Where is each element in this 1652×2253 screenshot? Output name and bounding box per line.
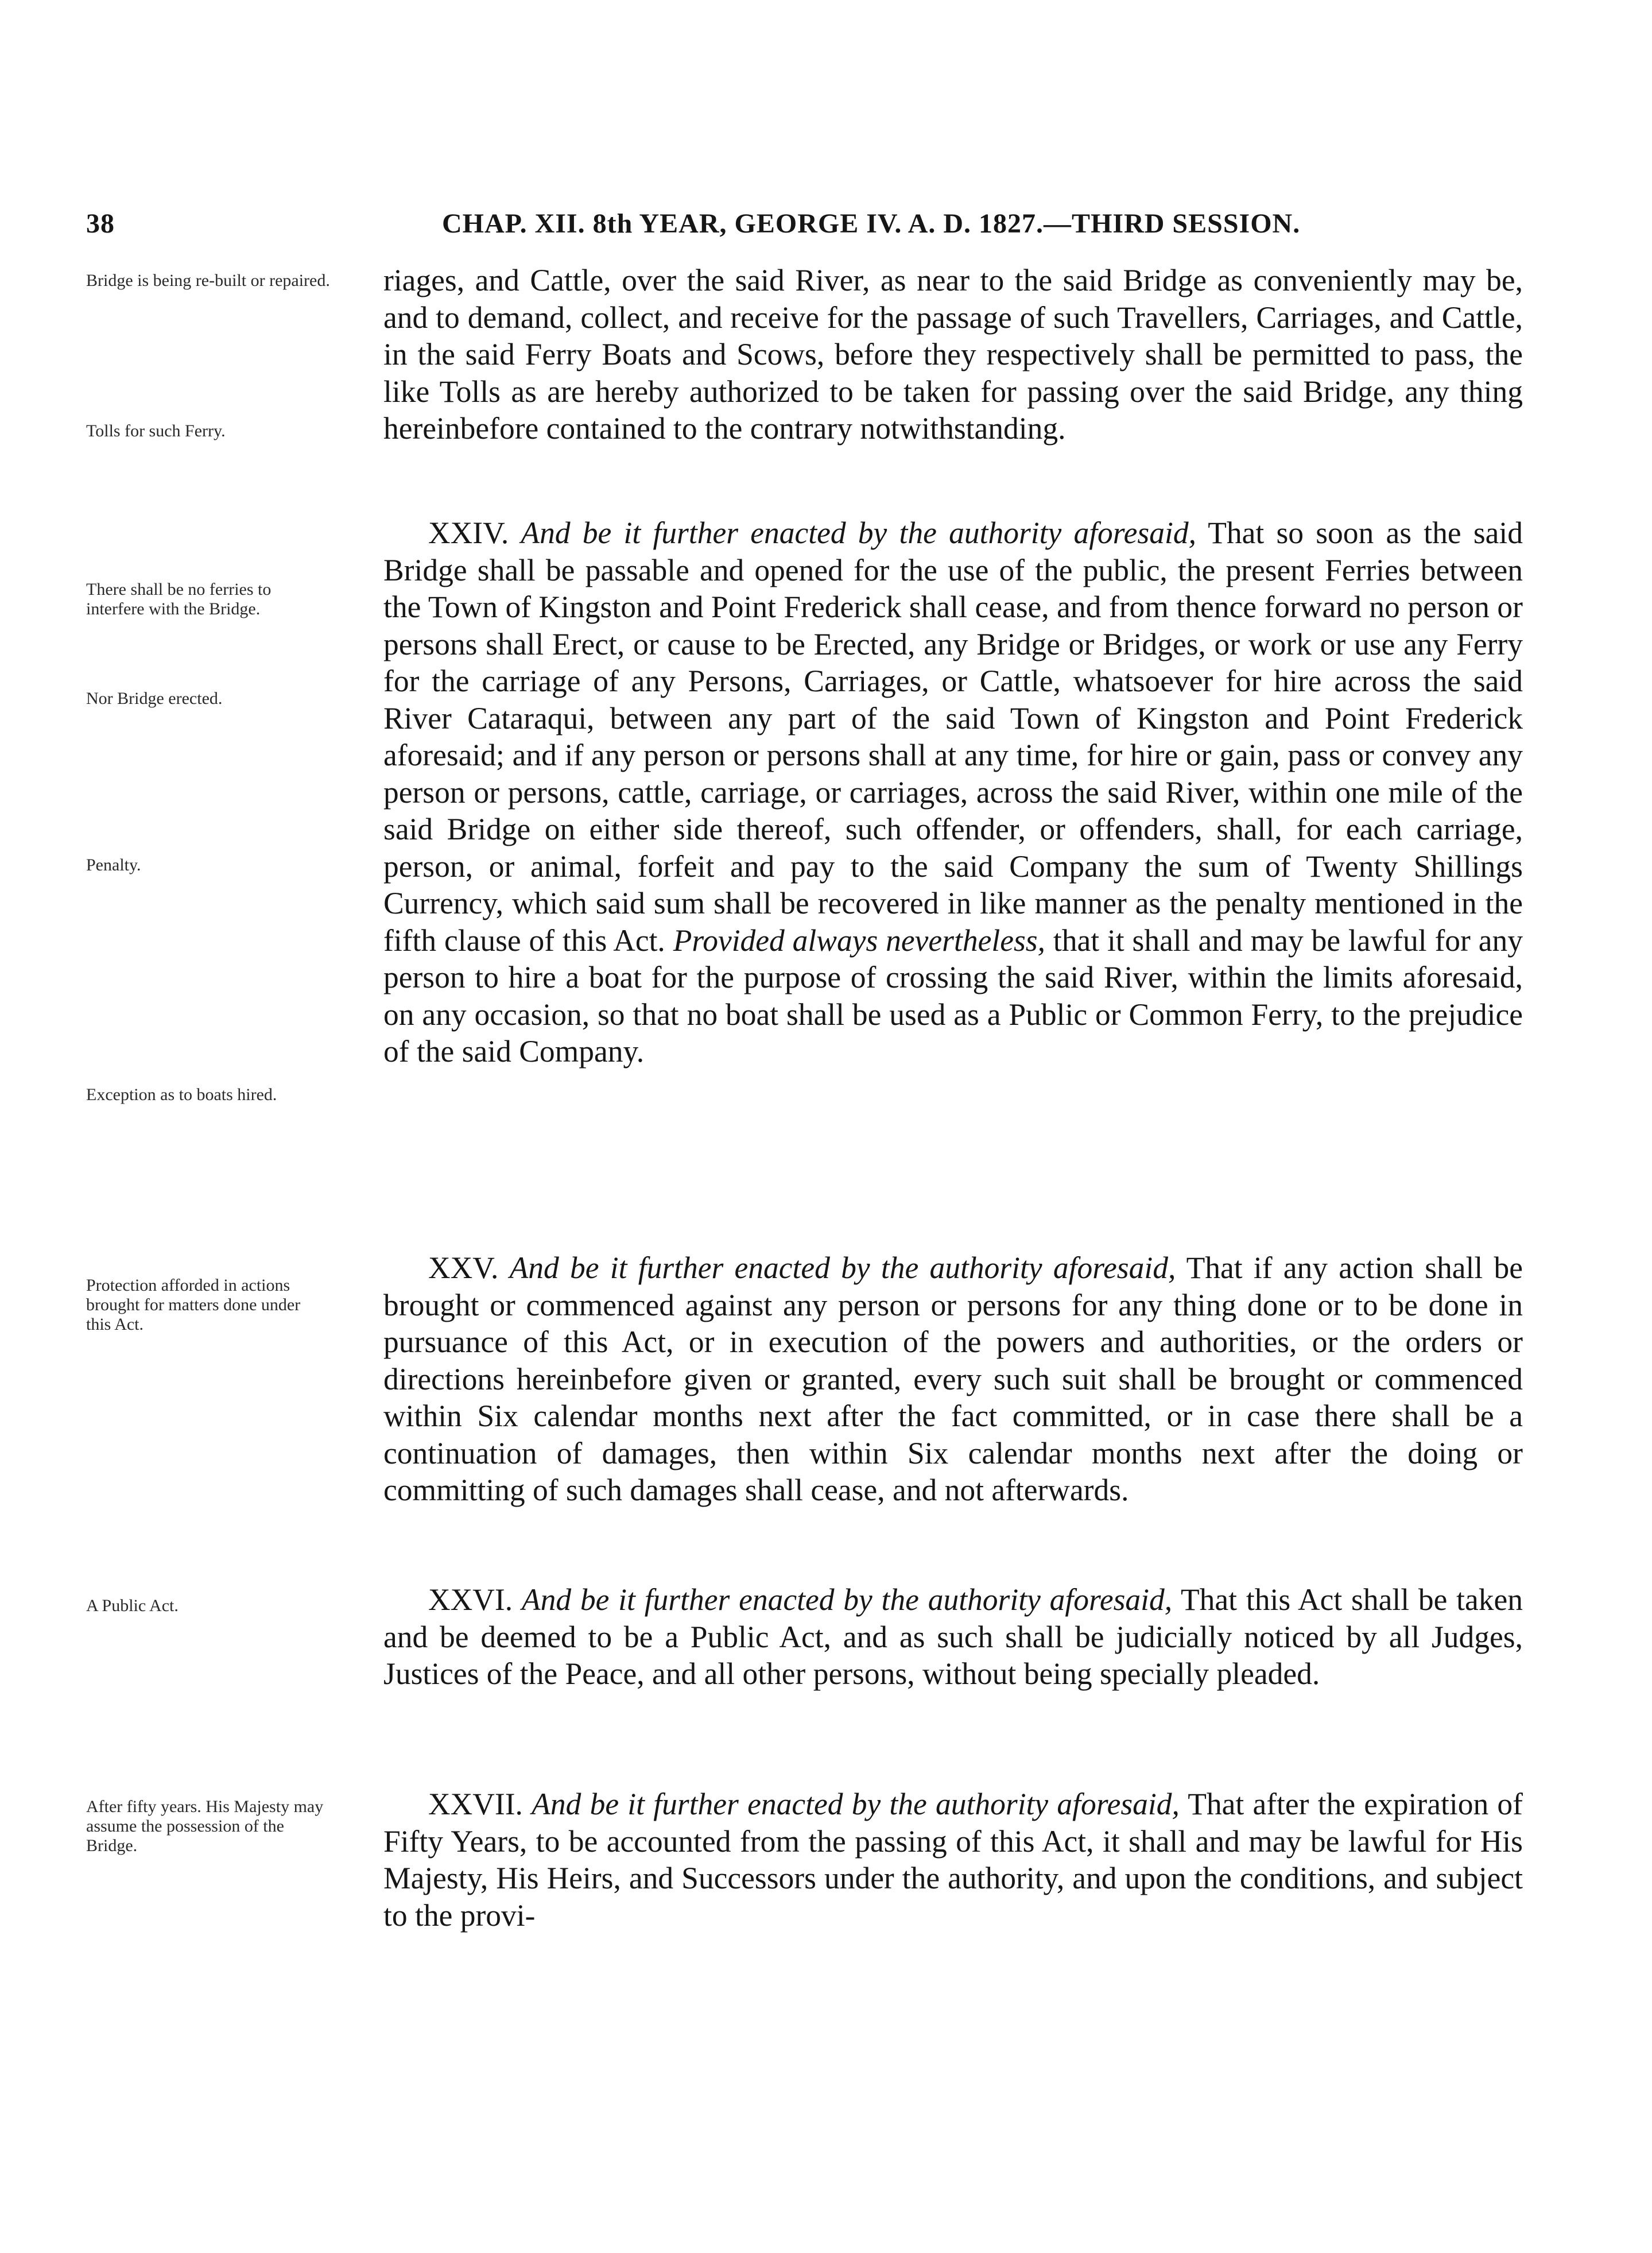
margin-note: Penalty. [86, 855, 141, 874]
proviso-formula: Provided always nevertheless, [673, 923, 1045, 958]
section-number: XXIV. [428, 516, 509, 550]
section-xxvii [383, 1786, 1523, 1934]
margin-note: Exception as to boats hired. [86, 1085, 277, 1104]
paragraph-text: riages, and Cattle, over the said River, as near to the said Bridge as conveniently may be, and to demand, collect, and receive for the passage of such Travellers, Carriages, and Cattle, in the said Ferry Boats and Scows, before they respectively shall be permitted to pass, the like Tolls as are hereby authorized to be taken for passing over the said Bridge, any thing hereinbefore contained to the contrary notwithstanding. [383, 263, 1523, 446]
chapter-title: CHAP. XII. 8th YEAR, GEORGE IV. A. D. 1827.—THIRD SESSION. [442, 208, 1301, 239]
margin-note: Bridge is being re-built or repaired. [86, 271, 330, 290]
enacting-formula: And be it further enacted by the authority aforesaid, [509, 1251, 1176, 1285]
margin-note: A Public Act. [86, 1596, 179, 1615]
enacting-formula: And be it further enacted by the authority aforesaid, [521, 1582, 1173, 1617]
section-text: That this Act shall be taken and be deemed to be a Public Act, and as such shall be judicially noticed by all Judges, Justices of the Peace, and all other persons, without being specially pleaded. [383, 1582, 1523, 1691]
section-xxvi [383, 1581, 1523, 1693]
running-header [86, 208, 1521, 260]
page-number: 38 [86, 208, 115, 239]
section-text: That if any action shall be brought or commenced against any person or persons for any thing done or to be done in pursuance of this Act, or in execution of the powers and authorities, or the orders or directions hereinbefore given or granted, every such suit shall be brought or commenced within Six calendar months next after the fact committed, or in case there shall be a continuation of damages, then within Six calendar months next after the doing or committing of such damages shall cease, and not afterwards. [383, 1251, 1523, 1507]
margin-note: Tolls for such Ferry. [86, 421, 226, 440]
enacting-formula: And be it further enacted by the authority aforesaid, [532, 1787, 1180, 1821]
section-xxiv [383, 514, 1523, 1070]
margin-note: There shall be no ferries to interfere with the Bridge. [86, 580, 272, 618]
section-text: That after the expiration of Fifty Years, to be accounted from the passing of this Act, it shall and may be lawful for His Majesty, His Heirs, and Successors under the authority, and upon the conditions, and subject to the provi- [383, 1787, 1523, 1933]
section-xxv [383, 1249, 1523, 1509]
section-number: XXV. [428, 1251, 499, 1285]
enacting-formula: And be it further enacted by the authority aforesaid, [521, 516, 1196, 550]
section-number: XXVII. [428, 1787, 523, 1821]
margin-note: Protection afforded in actions brought for matters done under this Act. [86, 1276, 301, 1334]
section-text: That so soon as the said Bridge shall be passable and opened for the use of the public, the present Ferries between the Town of Kingston and Point Frederick shall cease, and from thence forward no person or persons shall Erect, or cause to be Erected, any Bridge or Bridges, or work or use any Ferry for the carriage of any Persons, Carriages, or Cattle, whatsoever for hire across the said River Cataraqui, between any part of the said Town of Kingston and Point Frederick aforesaid; and if any person or persons shall at any time, for hire or gain, pass or convey any person or persons, cattle, carriage, or carriages, across the said River, within one mile of the said Bridge on either side thereof, such offender, or offenders, shall, for each carriage, person, or animal, forfeit and pay to the said Company the sum of Twenty Shillings Currency, which said sum shall be recovered in like manner as the penalty mentioned in the fifth clause of this Act. [383, 516, 1523, 958]
continued-paragraph [383, 262, 1523, 447]
section-number: XXVI. [428, 1582, 513, 1617]
margin-note: After fifty years. His Majesty may assume the possession of the Bridge. [86, 1797, 324, 1855]
margin-note: Nor Bridge erected. [86, 689, 223, 708]
section-text: that it shall and may be lawful for any person to hire a boat for the purpose of crossing the said River, within the limits aforesaid, on any occasion, so that no boat shall be used as a Public or Common Ferry, to the prejudice of the said Company. [383, 923, 1523, 1069]
